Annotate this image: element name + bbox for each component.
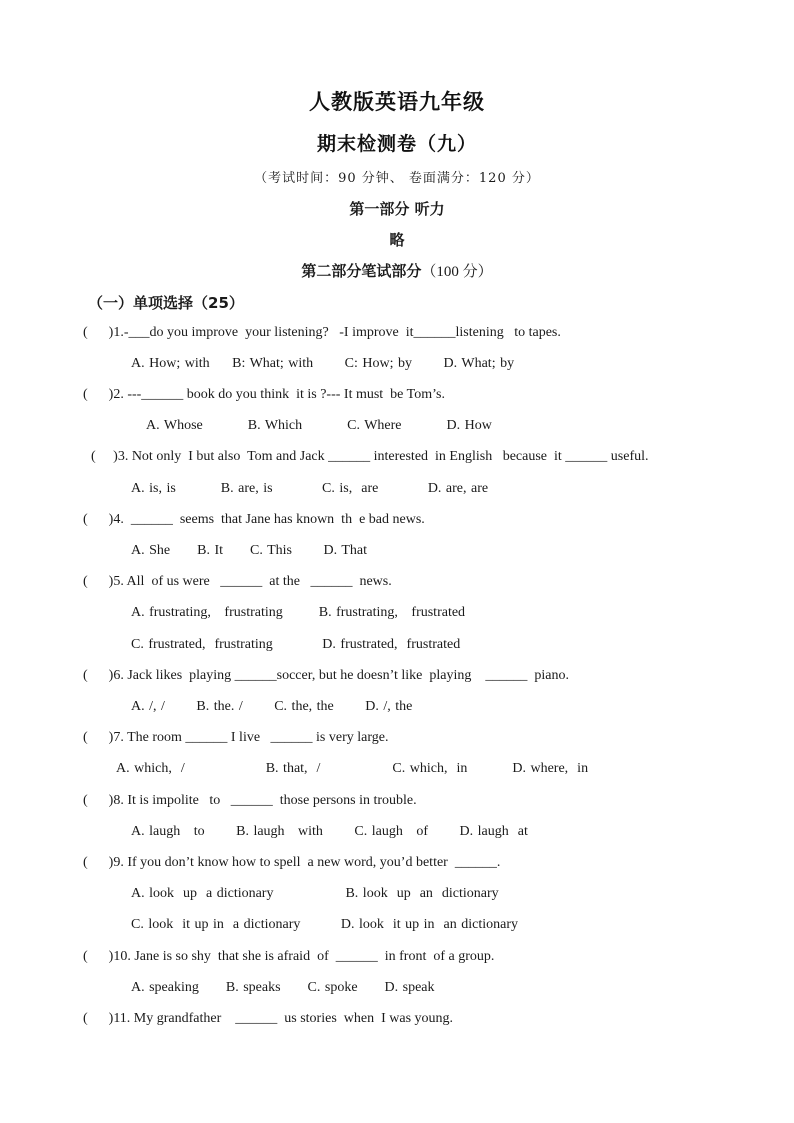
section-listening-label: 第一部分 听力 xyxy=(349,200,445,218)
question-3: ( )3. Not only I but also Tom and Jack ______ interested in English because it ______ useful. xyxy=(91,449,649,464)
question-11: ( )11. My grandfather ______ us stories when I was young. xyxy=(83,1011,454,1026)
section-omitted xyxy=(0,229,794,250)
section-listening xyxy=(0,198,794,219)
question-1: ( )1.-___do you improve your listening? -I improve it______listening to tapes. xyxy=(83,325,561,340)
question-6: ( )6. Jack likes playing ______soccer, but he doesn’t like playing ______ piano. xyxy=(83,668,569,683)
section-written xyxy=(0,260,794,281)
section-omitted-label: 略 xyxy=(389,231,405,249)
question-8: ( )8. It is impolite to ______ those persons in trouble. xyxy=(83,793,417,808)
question-10-options: A. speaking B. speaks C. spoke D. speak xyxy=(131,980,435,995)
question-9: ( )9. If you don’t know how to spell a new word, you’d better ______. xyxy=(83,855,501,870)
question-9-options-cd: C. look it up in a dictionary D. look it up in an dictionary xyxy=(131,917,519,932)
question-7: ( )7. The room ______ I live ______ is very large. xyxy=(83,730,389,745)
part-title: （一）单项选择（25） xyxy=(88,294,244,312)
question-3-options: A. is, is B. are, is C. is, are D. are, are xyxy=(131,481,489,496)
question-5-options-cd: C. frustrated, frustrating D. frustrated, frustrated xyxy=(131,637,461,652)
section-written-label: 第二部分笔试部分 xyxy=(301,262,422,280)
question-2: ( )2. ---______ book do you think it is ?--- It must be Tom’s. xyxy=(83,387,445,402)
question-5: ( )5. All of us were ______ at the ______ news. xyxy=(83,574,392,589)
question-8-options: A. laugh to B. laugh with C. laugh of D. laugh at xyxy=(131,824,528,839)
question-1-options: A. How; with B: What; with C: How; by D. What; by xyxy=(131,356,515,371)
question-9-options-ab: A. look up a dictionary B. look up an dictionary xyxy=(131,886,499,901)
exam-subtitle: 期末检测卷（九） xyxy=(316,133,477,155)
question-6-options: A. /, / B. the. / C. the, the D. /, the xyxy=(131,699,413,714)
question-10: ( )10. Jane is so shy that she is afraid of ______ in front of a group. xyxy=(83,949,495,964)
section-written-score: （100 分） xyxy=(421,264,493,280)
question-4-options: A. She B. It C. This D. That xyxy=(131,543,367,558)
question-5-options-ab: A. frustrating, frustrating B. frustrating, frustrated xyxy=(131,605,466,620)
question-7-options: A. which, / B. that, / C. which, in D. where, in xyxy=(116,761,589,776)
exam-meta: （考试时间：90 分钟、 卷面满分：120 分） xyxy=(254,171,540,186)
question-4: ( )4. ______ seems that Jane has known th e bad news. xyxy=(83,512,425,527)
exam-title: 人教版英语九年级 xyxy=(309,90,485,114)
question-2-options: A. Whose B. Which C. Where D. How xyxy=(146,418,492,433)
